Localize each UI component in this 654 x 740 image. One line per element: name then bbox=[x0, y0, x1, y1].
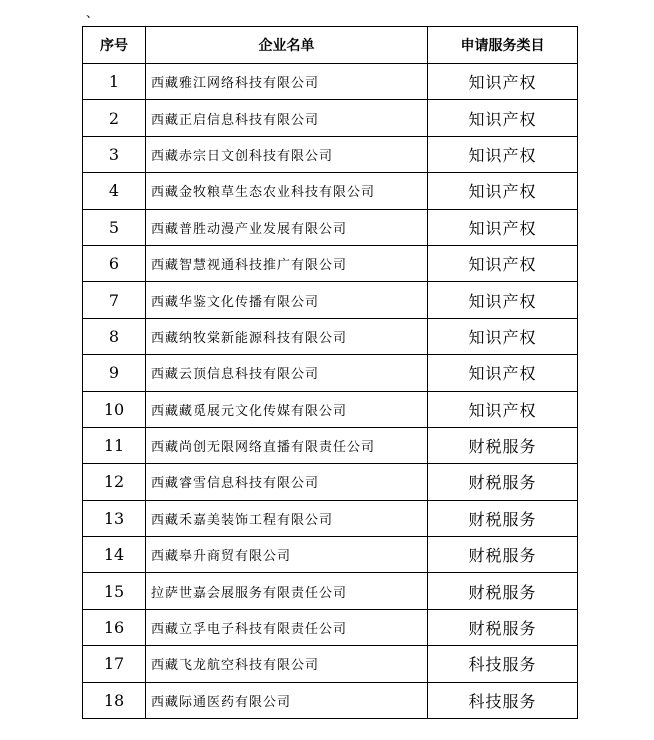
row-category: 科技服务 bbox=[428, 646, 578, 682]
row-name: 西藏立孚电子科技有限责任公司 bbox=[146, 609, 428, 645]
row-name: 西藏正启信息科技有限公司 bbox=[146, 100, 428, 136]
row-index: 15 bbox=[83, 573, 146, 609]
row-index: 8 bbox=[83, 318, 146, 354]
row-index: 18 bbox=[83, 682, 146, 718]
table-row bbox=[83, 537, 578, 573]
row-index: 11 bbox=[83, 427, 146, 463]
table-row bbox=[83, 573, 578, 609]
table-row bbox=[83, 318, 578, 354]
row-index: 1 bbox=[83, 64, 146, 100]
row-index: 3 bbox=[83, 136, 146, 172]
row-name: 西藏智慧视通科技推广有限公司 bbox=[146, 245, 428, 281]
table-header-row bbox=[83, 27, 578, 64]
row-category: 财税服务 bbox=[428, 537, 578, 573]
row-category: 知识产权 bbox=[428, 391, 578, 427]
row-name: 西藏赤宗日文创科技有限公司 bbox=[146, 136, 428, 172]
row-index: 13 bbox=[83, 500, 146, 536]
row-index: 4 bbox=[83, 173, 146, 209]
row-index: 16 bbox=[83, 609, 146, 645]
table-row bbox=[83, 136, 578, 172]
table-row bbox=[83, 100, 578, 136]
row-name: 西藏纳牧棠新能源科技有限公司 bbox=[146, 318, 428, 354]
table-row bbox=[83, 64, 578, 100]
row-index: 6 bbox=[83, 245, 146, 281]
row-category: 知识产权 bbox=[428, 355, 578, 391]
row-name: 西藏际通医药有限公司 bbox=[146, 682, 428, 718]
row-index: 14 bbox=[83, 537, 146, 573]
row-category: 财税服务 bbox=[428, 573, 578, 609]
table-row bbox=[83, 245, 578, 281]
table-row bbox=[83, 646, 578, 682]
row-category: 知识产权 bbox=[428, 318, 578, 354]
row-index: 2 bbox=[83, 100, 146, 136]
row-index: 10 bbox=[83, 391, 146, 427]
row-index: 17 bbox=[83, 646, 146, 682]
row-category: 知识产权 bbox=[428, 209, 578, 245]
row-category: 知识产权 bbox=[428, 245, 578, 281]
table-row bbox=[83, 282, 578, 318]
table-row bbox=[83, 209, 578, 245]
row-index: 9 bbox=[83, 355, 146, 391]
header-category: 申请服务类目 bbox=[428, 27, 578, 64]
row-category: 财税服务 bbox=[428, 500, 578, 536]
table-row bbox=[83, 609, 578, 645]
row-category: 财税服务 bbox=[428, 609, 578, 645]
table-row bbox=[83, 464, 578, 500]
row-name: 西藏云顶信息科技有限公司 bbox=[146, 355, 428, 391]
punctuation-mark: 、 bbox=[86, 6, 99, 20]
row-index: 5 bbox=[83, 209, 146, 245]
row-name: 拉萨世嘉会展服务有限责任公司 bbox=[146, 573, 428, 609]
table-row bbox=[83, 391, 578, 427]
enterprise-table bbox=[82, 26, 578, 719]
row-category: 科技服务 bbox=[428, 682, 578, 718]
table-row bbox=[83, 500, 578, 536]
row-category: 财税服务 bbox=[428, 427, 578, 463]
table-row bbox=[83, 682, 578, 718]
row-index: 12 bbox=[83, 464, 146, 500]
row-name: 西藏睿雪信息科技有限公司 bbox=[146, 464, 428, 500]
header-name: 企业名单 bbox=[146, 27, 428, 64]
row-name: 西藏雅江网络科技有限公司 bbox=[146, 64, 428, 100]
table-row bbox=[83, 427, 578, 463]
row-name: 西藏藏觅展元文化传媒有限公司 bbox=[146, 391, 428, 427]
header-index: 序号 bbox=[83, 27, 146, 64]
table-row bbox=[83, 355, 578, 391]
row-category: 知识产权 bbox=[428, 136, 578, 172]
row-name: 西藏金牧粮草生态农业科技有限公司 bbox=[146, 173, 428, 209]
row-name: 西藏飞龙航空科技有限公司 bbox=[146, 646, 428, 682]
row-index: 7 bbox=[83, 282, 146, 318]
row-name: 西藏尚创无限网络直播有限责任公司 bbox=[146, 427, 428, 463]
row-category: 财税服务 bbox=[428, 464, 578, 500]
row-name: 西藏皋升商贸有限公司 bbox=[146, 537, 428, 573]
table-row bbox=[83, 173, 578, 209]
row-category: 知识产权 bbox=[428, 100, 578, 136]
row-category: 知识产权 bbox=[428, 282, 578, 318]
row-category: 知识产权 bbox=[428, 173, 578, 209]
row-name: 西藏禾嘉美装饰工程有限公司 bbox=[146, 500, 428, 536]
row-name: 西藏普胜动漫产业发展有限公司 bbox=[146, 209, 428, 245]
row-category: 知识产权 bbox=[428, 64, 578, 100]
row-name: 西藏华鉴文化传播有限公司 bbox=[146, 282, 428, 318]
